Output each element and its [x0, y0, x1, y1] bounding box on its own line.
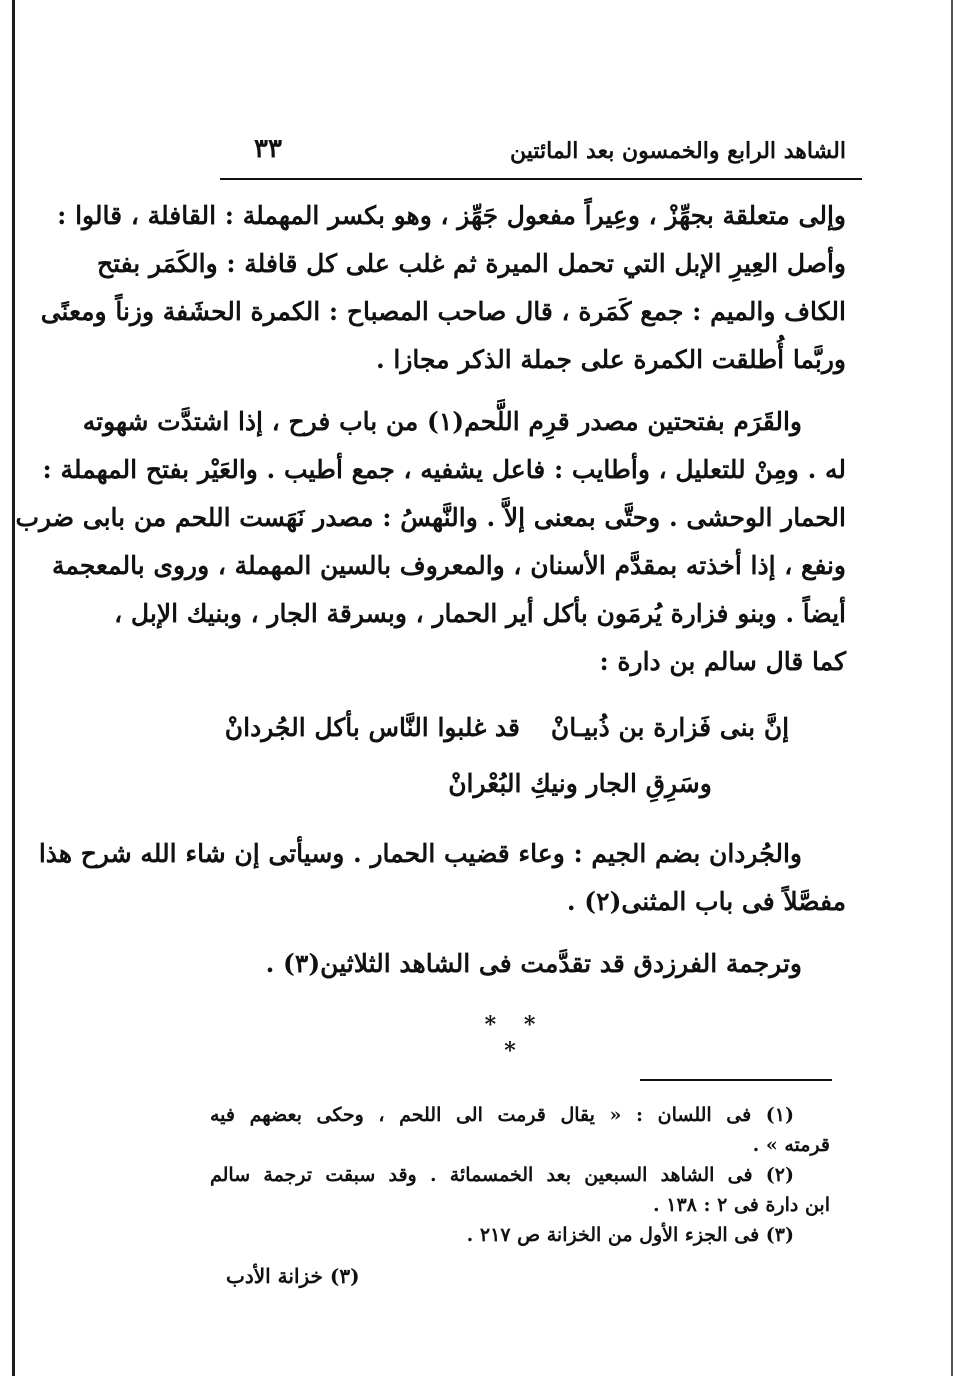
text-line: وربَّما أُطلقت الكمرة على جملة الذكر مجازا .	[376, 345, 846, 374]
page-header	[220, 128, 860, 176]
verse-row-1	[224, 700, 820, 756]
verse-hemistich-second: قد غلبوا النَّاس بأكل الجُردانْ	[224, 713, 520, 742]
main-text	[15, 192, 846, 686]
paragraph-gap	[212, 926, 846, 940]
text-line: له . ومِنْ للتعليل ، وأطايب : فاعل يشفيه ، جمع أطيب . والعَيْر بفتح المهملة :	[42, 455, 846, 484]
text-line: وأصل العِيرِ الإبل التي تحمل الميرة ثم غلب على كل قافلة : والكَمَر بفتح	[96, 249, 846, 278]
text-line: مفصَّلاً فى باب المثنى(٢) .	[566, 887, 846, 916]
footnote-line: (٢) فى الشاهد السبعين بعد الخمسمائة . وقد سبقت ترجمة سالم	[210, 1164, 794, 1186]
text-line: والجُردان بضم الجيم : وعاء قضيب الحمار . وسيأتى إن شاء الله شرح هذا	[38, 839, 802, 868]
paragraph-gap	[212, 384, 846, 398]
signature-mark: (٣) خزانة الأدب	[226, 1264, 360, 1288]
verse-hemistich-first: إنَّ بنى فَزارة بن ذُبيـانْ	[550, 713, 790, 742]
footnote-line: ابن دارة فى ٢ : ١٣٨ .	[653, 1194, 830, 1216]
page-edge-left	[12, 0, 15, 1376]
header-rule	[220, 178, 862, 180]
verse-block	[224, 700, 820, 812]
text-line: ونفع ، إذا أخذته بمقدَّم الأسنان ، والمعروف بالسين المهملة ، وروى بالمعجمة	[51, 551, 846, 580]
text-line: أيضاً . وبنو فزارة يُرمَون بأكل أير الحمار ، وبسرقة الجار ، وبنيك الإبل ،	[114, 599, 846, 628]
footnote-line: (١) فى اللسان : « يقال قرمت الى اللحم ، وحكى بعضهم فيه	[210, 1104, 794, 1126]
footnote-line: قرمته » .	[752, 1134, 830, 1156]
text-line: الحمار الوحشى . وحتَّى بمعنى إلاَّ . والنَّهسُ : مصدر نَهَست اللحم من بابى ضرب	[15, 503, 846, 532]
footnotes	[210, 1100, 830, 1250]
page-number: ٣٣	[254, 134, 282, 164]
page-edge-right	[951, 0, 953, 1376]
footnote-rule	[640, 1079, 832, 1081]
section-separator: * * *	[484, 1012, 546, 1064]
verse-hemistich-third: وسَرِقِ الجار ونيكِ البُعْرانْ	[448, 769, 712, 798]
running-title: الشاهد الرابع والخمسون بعد المائتين	[509, 138, 846, 164]
text-line: وترجمة الفرزدق قد تقدَّمت فى الشاهد الثلاثين(٣) .	[265, 949, 802, 978]
text-line: وإلى متعلقة بجهِّزْ ، وعِيراً مفعول جَهِّز ، وهو بكسر المهملة : القافلة ، قالوا :	[57, 201, 846, 230]
text-line: الكاف والميم : جمع كَمَرة ، قال صاحب المصباح : الكمرة الحشَفة وزناً ومعنًى	[40, 297, 846, 326]
footnote-line: (٣) فى الجزء الأول من الخزانة ص ٢١٧ .	[466, 1224, 794, 1246]
text-line: كما قال سالم بن دارة :	[599, 647, 846, 676]
main-text-continued	[38, 830, 846, 988]
text-line: والقَرَم بفتحتين مصدر قرِم اللَّحم(١) من باب فرح ، إذا اشتدَّت شهوته	[82, 407, 802, 436]
verse-row-2	[240, 756, 820, 812]
